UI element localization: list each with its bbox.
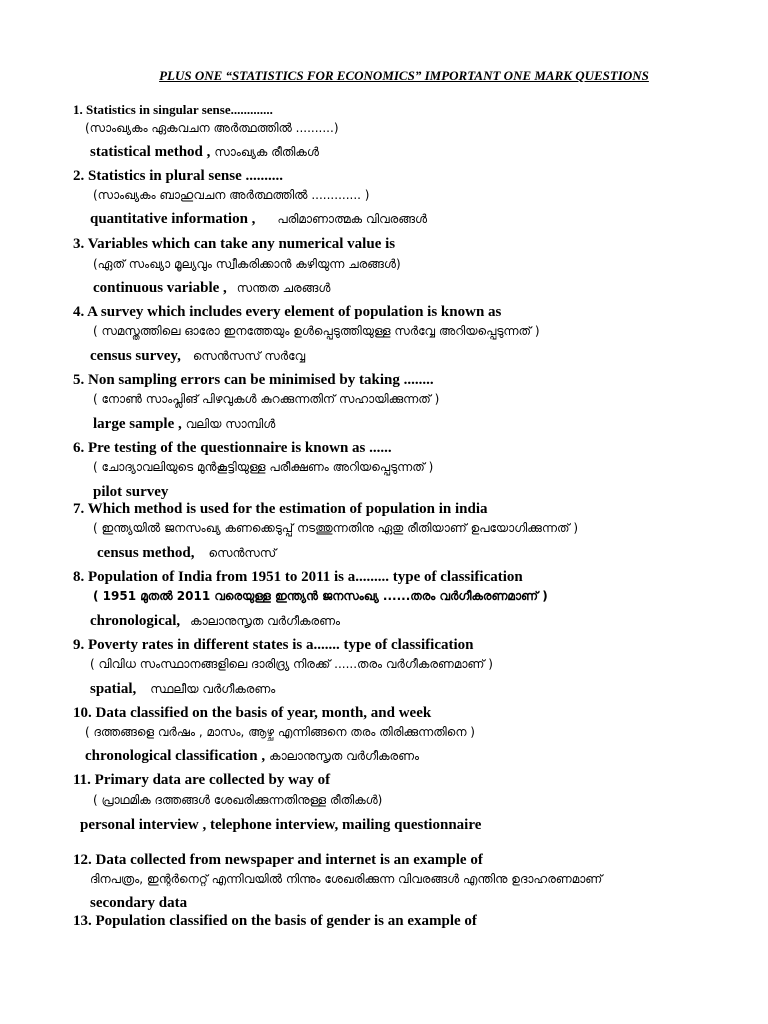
- answer-5-text: large sample ,: [93, 416, 182, 432]
- answer-2-malayalam: പരിമാണാത്മക വിവരങ്ങൾ: [277, 212, 427, 226]
- question-2-malayalam: (സാംഖ്യകം ബാഹുവചന അർത്ഥത്തിൽ ............. ): [93, 188, 370, 202]
- question-11-malayalam: ( പ്രാഥമിക ദത്തങ്ങൾ ശേഖരിക്കുന്നതിനുള്ള രീതികൾ): [93, 793, 383, 807]
- question-2: 2. Statistics in plural sense ..........: [73, 168, 284, 184]
- question-9: 9. Poverty rates in different states is a....... type of classification: [73, 637, 474, 653]
- answer-3-text: continuous variable ,: [93, 280, 227, 296]
- question-1-malayalam: (സാംഖ്യകം ഏകവചന അർത്ഥത്തിൽ ..........): [85, 121, 339, 135]
- question-1: 1. Statistics in singular sense.............: [73, 102, 273, 117]
- answer-1-malayalam: സാംഖ്യക രീതികൾ: [214, 145, 319, 159]
- question-10: 10. Data classified on the basis of year, month, and week: [73, 705, 432, 721]
- answer-3-malayalam: സന്തത ചരങ്ങൾ: [236, 281, 331, 295]
- question-11: 11. Primary data are collected by way of: [73, 772, 331, 788]
- question-3-malayalam: (ഏത് സംഖ്യാ മൂല്യവും സ്വീകരിക്കാൻ കഴിയുന്ന ചരങ്ങൾ): [93, 257, 401, 271]
- question-7: 7. Which method is used for the estimation of population in india: [73, 501, 488, 517]
- question-7-malayalam: ( ഇന്ത്യയിൽ ജനസംഖ്യ കണക്കെടുപ്പ് നടത്തുന്നതിനു ഏതു രീതിയാണ് ഉപയോഗിക്കുന്നത് ): [93, 521, 579, 535]
- question-5: 5. Non sampling errors can be minimised by taking ........: [73, 372, 434, 388]
- answer-4-malayalam: സെൻസസ് സർവ്വേ: [192, 349, 306, 363]
- answer-5-malayalam: വലിയ സാമ്പിൾ: [185, 417, 276, 431]
- answer-9-text: spatial,: [90, 681, 137, 697]
- answer-11: personal interview , telephone interview, mailing questionnaire: [80, 817, 482, 833]
- answer-9-malayalam: സ്ഥലീയ വർഗീകരണം: [150, 682, 276, 696]
- question-9-malayalam: ( വിവിധ സംസ്ഥാനങ്ങളിലെ ദാരിദ്ര്യ നിരക്ക് ......തരം വർഗീകരണമാണ് ): [90, 657, 493, 671]
- question-13: 13. Population classified on the basis of gender is an example of: [73, 913, 477, 929]
- page-title: PLUS ONE “STATISTICS FOR ECONOMICS” IMPORTANT ONE MARK QUESTIONS: [159, 68, 649, 83]
- answer-10: [85, 749, 419, 764]
- question-8: 8. Population of India from 1951 to 2011 is a......... type of classification: [73, 569, 523, 585]
- answer-1: [90, 145, 319, 160]
- answer-8: [90, 614, 340, 629]
- answer-12: secondary data: [90, 895, 188, 911]
- question-10-malayalam: ( ദത്തങ്ങളെ വർഷം , മാസം, ആഴ്ച എന്നിങ്ങനെ തരം തിരിക്കുന്നതിനെ ): [85, 725, 475, 739]
- answer-2-text: quantitative information ,: [90, 211, 256, 227]
- question-4-malayalam: ( സമസ്തത്തിലെ ഓരോ ഇനത്തേയും ഉൾപ്പെടുത്തിയുള്ള സർവ്വേ അറിയപ്പെടുന്നത് ): [93, 324, 540, 338]
- answer-6: pilot survey: [93, 484, 169, 500]
- answer-5: [93, 417, 275, 432]
- answer-1-text: statistical method ,: [90, 144, 211, 160]
- answer-10-malayalam: കാലാനുസൃത വർഗീകരണം: [269, 749, 420, 763]
- question-12: 12. Data collected from newspaper and internet is an example of: [73, 852, 483, 868]
- answer-7-malayalam: സെൻസസ്: [208, 546, 277, 560]
- answer-7-text: census method,: [97, 545, 195, 561]
- question-12-malayalam: ദിനപത്രം, ഇന്റർനെറ്റ് എന്നിവയിൽ നിന്നും ശേഖരിക്കുന്ന വിവരങ്ങൾ എന്തിനു ഉദാഹരണമാണ്: [90, 872, 603, 886]
- answer-4: [90, 349, 305, 364]
- question-4: 4. A survey which includes every element of population is known as: [73, 304, 502, 320]
- answer-7: [97, 546, 276, 561]
- answer-10-text: chronological classification ,: [85, 748, 266, 764]
- question-6-malayalam: ( ചോദ്യാവലിയുടെ മുൻകൂട്ടിയുള്ള പരീക്ഷണം അറിയപ്പെടുന്നത് ): [93, 460, 434, 474]
- answer-8-text: chronological,: [90, 613, 181, 629]
- answer-2: [90, 212, 427, 227]
- question-3: 3. Variables which can take any numerical value is: [73, 236, 396, 252]
- question-5-malayalam: ( നോൺ സാംപ്ലിങ് പിഴവുകൾ കുറക്കുന്നതിന് സഹായിക്കുന്നത് ): [93, 392, 440, 406]
- answer-3: [93, 281, 330, 296]
- question-8-malayalam: ( 1951 മുതൽ 2011 വരെയുള്ള ഇന്ത്യൻ ജനസംഖ്യ ......തരം വർഗീകരണമാണ് ): [93, 589, 548, 603]
- question-6: 6. Pre testing of the questionnaire is known as ......: [73, 440, 392, 456]
- answer-9: [90, 682, 275, 697]
- answer-8-malayalam: കാലാനുസൃത വർഗീകരണം: [190, 614, 341, 628]
- answer-4-text: census survey,: [90, 348, 181, 364]
